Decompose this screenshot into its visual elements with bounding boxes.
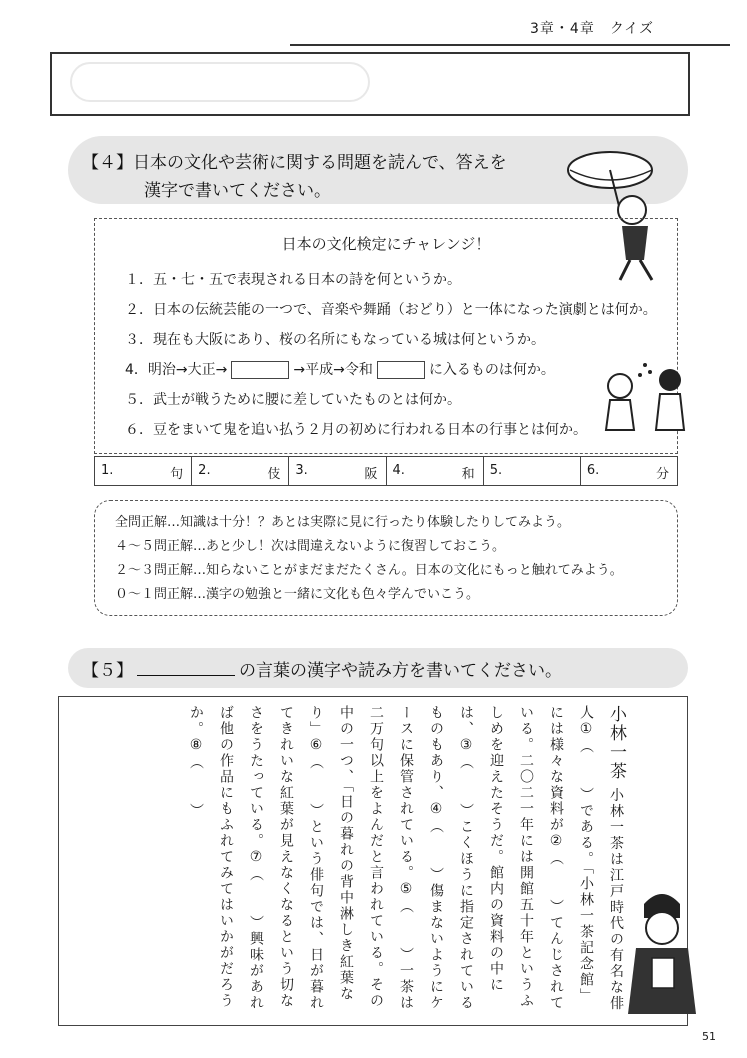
question-5-instruction: の言葉の漢字や読み方を書いてください。 <box>239 661 562 681</box>
quiz-question-5: ５．武士が戦うために腰に差していたものとは何か。 <box>125 392 461 408</box>
passage-title: 小林一茶 <box>606 705 626 781</box>
quiz-question-4-part1: 4．明治→大正→ <box>125 362 228 378</box>
passage-body: 小林一茶は江戸時代の有名な俳人①（ ）である。「小林一茶記念館」には様々な資料が②（ ）てんじされている。二〇二一年には開館五十年というふしめを迎えたそうだ。館内の資料の中には、③（ ）こくほうに指定されているものもあり、④（ ）傷まないようにケースに保管されている。⑤（ ）一茶は二万句以上をよんだと言われている。その中の一つ、「日の暮れの背中淋しき紅葉なり」⑥（ ）という俳句では、日が暮れてきれいな紅葉が見えなくなるという切なさをうたっている。⑦（ ）興味があれば他の作品にもふれてみてはいかがだろうか。⑧（ ） <box>188 705 624 1012</box>
quiz-questions <box>125 265 657 445</box>
answer-cell-4[interactable] <box>387 457 484 485</box>
reading-passage-box <box>58 696 688 1026</box>
answer-number: 1. <box>101 463 114 478</box>
answer-hint: 阪 <box>364 467 378 482</box>
answer-row <box>94 456 678 486</box>
faded-heading-shape <box>70 62 370 102</box>
question-5-title <box>82 656 562 681</box>
quiz-question-4-part3: に入るものは何か。 <box>428 362 555 378</box>
vertical-passage <box>181 705 631 1015</box>
score-guide-box <box>94 500 678 616</box>
quiz-question-4 <box>125 355 657 385</box>
answer-hint: 伎 <box>267 467 281 482</box>
answer-hint: 分 <box>656 467 670 482</box>
answer-number: 6. <box>586 463 600 478</box>
chapter-rule <box>290 44 730 46</box>
previous-section-box <box>50 52 690 116</box>
page-number: 51 <box>702 1030 716 1043</box>
era-blank-box[interactable] <box>231 361 289 379</box>
underline-blank <box>137 675 235 676</box>
answer-number: 4. <box>392 463 405 478</box>
quiz-question-3: ３．現在も大阪にあり、桜の名所にもなっている城は何というか。 <box>125 332 545 348</box>
quiz-question-4-part2: →平成→令和 <box>293 362 373 378</box>
answer-number: 2. <box>198 463 211 478</box>
answer-hint: 句 <box>170 467 184 482</box>
answer-cell-6[interactable] <box>581 457 677 485</box>
question-4-title-line1: 【４】日本の文化や芸術に関する問題を読んで、答えを <box>82 153 507 173</box>
answer-hint: 和 <box>461 467 475 482</box>
quiz-question-2: ２．日本の伝統芸能の一つで、音楽や舞踊（おどり）と一体になった演劇とは何か。 <box>125 302 657 318</box>
answer-number: 3. <box>295 463 308 478</box>
quiz-question-6: ６．豆をまいて鬼を追い払う２月の初めに行われる日本の行事とは何か。 <box>125 422 587 438</box>
answer-cell-2[interactable] <box>192 457 289 485</box>
poet-illustration <box>622 884 702 1014</box>
score-guide-list <box>115 511 623 607</box>
question-4-title-line2: 漢字で書いてください。 <box>144 181 331 201</box>
era-blank-box-2[interactable] <box>377 361 425 379</box>
answer-cell-5[interactable] <box>484 457 581 485</box>
setsubun-kids-illustration <box>590 350 700 450</box>
score-line-2: ４～５問正解…あと少し！次は間違えないように復習しておこう。 <box>115 539 506 554</box>
answer-cell-1[interactable] <box>95 457 192 485</box>
score-line-3: ２～３問正解…知らないことがまだまだたくさん。日本の文化にもっと触れてみよう。 <box>115 563 623 578</box>
quiz-title: 日本の文化検定にチャレンジ！ <box>281 235 491 253</box>
score-line-1: 全問正解…知識は十分！？あとは実際に見に行ったり体験したりしてみよう。 <box>115 515 571 530</box>
score-line-4: ０～１問正解…漢字の勉強と一緒に文化も色々学んでいこう。 <box>115 587 480 602</box>
question-5-header <box>68 648 688 688</box>
answer-cell-3[interactable] <box>289 457 386 485</box>
question-5-number: 【５】 <box>82 661 133 681</box>
answer-number: 5. <box>489 463 503 478</box>
quiz-question-1: １．五・七・五で表現される日本の詩を何というか。 <box>125 272 461 288</box>
chapter-tab: 3章・4章 クイズ <box>530 21 654 37</box>
